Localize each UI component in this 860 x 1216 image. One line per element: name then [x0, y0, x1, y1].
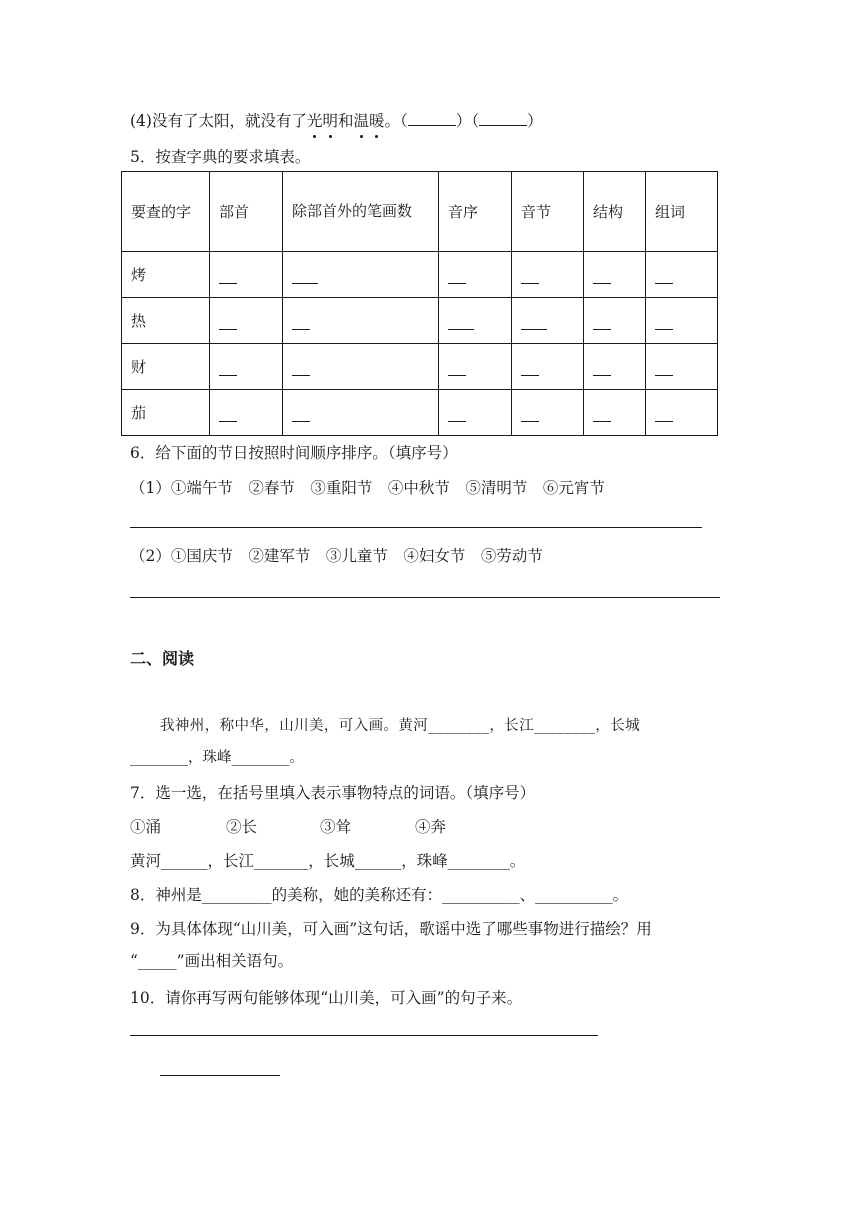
answer-blank [593, 411, 611, 422]
answer-cell[interactable] [646, 298, 718, 344]
answer-cell[interactable] [512, 298, 584, 344]
answer-blank [292, 365, 310, 376]
q10-text: 10．请你再写两句能够体现“山川美，可入画”的句子来。 [130, 989, 523, 1007]
q8-text: 8．神州是_________的美称，她的美称还有：__________、__________。 [130, 886, 629, 904]
q10-answer-line-1[interactable] [130, 1035, 598, 1036]
answer-blank [593, 365, 611, 376]
answer-blank [292, 273, 318, 284]
answer-blank [219, 319, 237, 330]
answer-cell[interactable] [584, 298, 646, 344]
answer-cell[interactable] [283, 344, 439, 390]
answer-blank [448, 319, 474, 330]
header-cell: 部首 [210, 172, 283, 252]
row-char: 财 [122, 344, 210, 390]
q7-option: ①涌 [130, 818, 162, 836]
answer-blank [292, 411, 310, 422]
q4-line [130, 109, 543, 131]
answer-blank [521, 411, 539, 422]
q9-line-2: “_____”画出相关语句。 [130, 952, 294, 970]
answer-blank [448, 411, 466, 422]
answer-blank [448, 273, 466, 284]
section-title: 二、阅读 [130, 649, 195, 668]
q7-option: ④奔 [415, 818, 447, 836]
answer-blank [521, 319, 547, 330]
answer-cell[interactable] [210, 298, 283, 344]
q9-line-1: 9．为具体体现“山川美，可入画”这句话，歌谣中选了哪些事物进行描绘？用 [130, 920, 652, 938]
q4-dotted-char: 温 [354, 109, 370, 131]
q4-sep: ）（ [455, 112, 480, 130]
table-header-row [122, 172, 718, 252]
row-char: 热 [122, 298, 210, 344]
q4-blank-1[interactable] [408, 111, 456, 126]
answer-blank [655, 365, 673, 376]
answer-blank [292, 319, 310, 330]
q4-close: ） [527, 112, 543, 130]
answer-blank [593, 273, 611, 284]
answer-blank [448, 365, 466, 376]
answer-cell[interactable] [439, 390, 512, 436]
answer-cell[interactable] [283, 252, 439, 298]
header-cell: 除部首外的笔画数 [283, 172, 439, 252]
q4-dotted-char: 暖 [369, 109, 385, 131]
q6-line-2: （2）①国庆节 ②建军节 ③儿童节 ④妇女节 ⑤劳动节 [130, 547, 543, 565]
answer-cell[interactable] [512, 252, 584, 298]
q4-blank-2[interactable] [479, 111, 527, 126]
q10-answer-line-2[interactable] [160, 1075, 280, 1076]
header-cell: 结构 [584, 172, 646, 252]
answer-blank [219, 273, 237, 284]
answer-cell[interactable] [439, 344, 512, 390]
q6-answer-line-1[interactable] [130, 527, 702, 528]
answer-blank [521, 365, 539, 376]
q6-answer-line-2[interactable] [130, 597, 720, 598]
answer-cell[interactable] [584, 344, 646, 390]
answer-cell[interactable] [584, 252, 646, 298]
q7-option: ②长 [226, 818, 258, 836]
q7-option: ③耸 [320, 818, 352, 836]
dictionary-table [121, 171, 718, 436]
table-row [122, 252, 718, 298]
table-row [122, 344, 718, 390]
answer-cell[interactable] [210, 390, 283, 436]
answer-blank [593, 319, 611, 330]
q4-dotted-char: 光 [307, 109, 323, 131]
answer-blank [655, 273, 673, 284]
row-char: 烤 [122, 252, 210, 298]
table-row [122, 390, 718, 436]
answer-cell[interactable] [439, 252, 512, 298]
header-cell: 音节 [512, 172, 584, 252]
q4-dotted-char: 明 [322, 109, 338, 131]
answer-cell[interactable] [210, 252, 283, 298]
answer-blank [521, 273, 539, 284]
q5-title: 5．按查字典的要求填表。 [130, 148, 311, 166]
answer-cell[interactable] [439, 298, 512, 344]
table-row [122, 298, 718, 344]
header-cell: 要查的字 [122, 172, 210, 252]
q4-mid: 和 [338, 112, 354, 130]
answer-cell[interactable] [210, 344, 283, 390]
answer-cell[interactable] [584, 390, 646, 436]
answer-cell[interactable] [512, 344, 584, 390]
answer-cell[interactable] [646, 344, 718, 390]
answer-blank [219, 365, 237, 376]
header-cell: 音序 [439, 172, 512, 252]
row-char: 茄 [122, 390, 210, 436]
answer-cell[interactable] [283, 390, 439, 436]
q7-title: 7．选一选，在括号里填入表示事物特点的词语。（填序号） [130, 784, 536, 802]
answer-blank [655, 411, 673, 422]
answer-cell[interactable] [283, 298, 439, 344]
passage-line-1: 我神州，称中华，山川美，可入画。黄河________，长江________，长城 [160, 718, 640, 734]
q6-line-1: （1）①端午节 ②春节 ③重阳节 ④中秋节 ⑤清明节 ⑥元宵节 [130, 479, 605, 497]
answer-cell[interactable] [646, 252, 718, 298]
header-cell: 组词 [646, 172, 718, 252]
passage-line-2: ________，珠峰________。 [130, 750, 304, 766]
q4-open: 。（ [384, 112, 408, 130]
answer-cell[interactable] [646, 390, 718, 436]
q6-title: 6．给下面的节日按照时间顺序排序。（填序号） [130, 444, 458, 462]
answer-cell[interactable] [512, 390, 584, 436]
answer-blank [655, 319, 673, 330]
q7-fill: 黄河______，长江_______，长城______，珠峰________。 [130, 852, 526, 870]
q4-prefix: (4)没有了太阳，就没有了 [130, 112, 307, 130]
answer-blank [219, 411, 237, 422]
